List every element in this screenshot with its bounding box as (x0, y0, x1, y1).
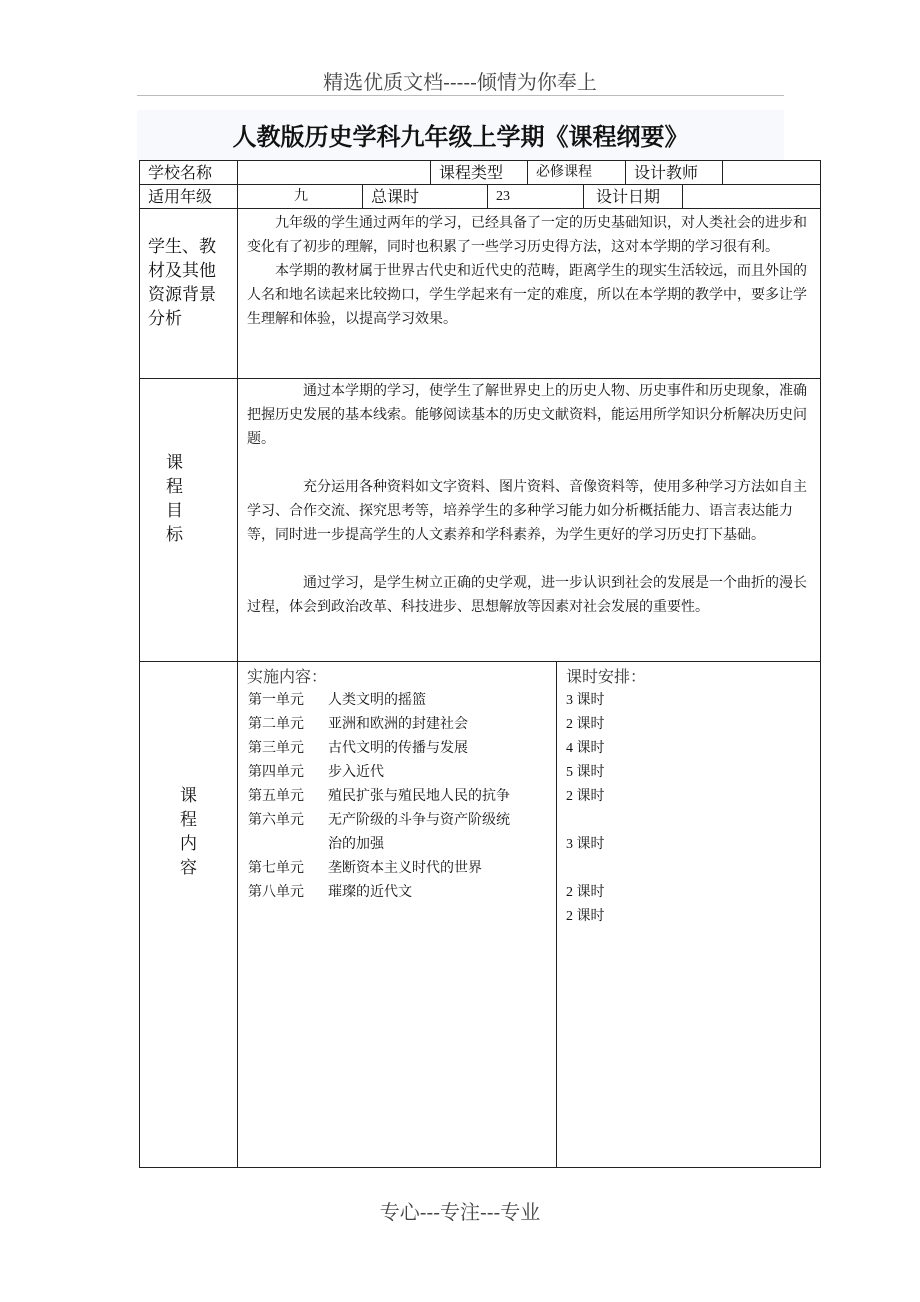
content-label (139, 661, 238, 1168)
hours-item: 3 课时 (566, 837, 605, 852)
design-date-label: 设计日期 (583, 184, 683, 209)
goals-paragraph: 通过学习，是学生树立正确的史学观，进一步认识到社会的发展是一个曲折的漫长过程，体会到政治改革、科技进步、思想解放等因素对社会发展的重要性。 (247, 575, 807, 615)
goals-paragraph: 通过本学期的学习，使学生了解世界史上的历史人物、历史事件和历史现象，准确把握历史发展的基本线索。能够阅读基本的历史文献资料，能运用所学知识分析解决历史问题。 (247, 383, 807, 447)
document-title: 人教版历史学科九年级上学期《课程纲要》 (232, 123, 689, 151)
school-label: 学校名称 (139, 160, 238, 185)
goals-label-text: 课程目标 (166, 453, 183, 545)
total-hours-label: 总课时 (362, 184, 488, 209)
unit-title: 亚洲和欧洲的封建社会 (328, 716, 468, 732)
page-header: 精选优质文档-----倾情为你奉上 (323, 70, 597, 94)
unit-item (248, 857, 482, 877)
implementation-cell (237, 661, 557, 1168)
hours-item: 2 课时 (566, 909, 605, 924)
hours-item: 4 课时 (566, 741, 605, 756)
goals-label (139, 378, 238, 662)
unit-title-continued: 治的加强 (328, 836, 384, 852)
school-value (237, 160, 431, 185)
implementation-heading: 实施内容： (247, 667, 328, 686)
unit-number: 第二单元 (248, 716, 304, 732)
course-type-label: 课程类型 (430, 160, 528, 185)
hours-item: 2 课时 (566, 789, 605, 804)
unit-title: 垄断资本主义时代的世界 (328, 860, 482, 876)
unit-item (248, 809, 510, 829)
unit-item (248, 785, 510, 805)
unit-title: 古代文明的传播与发展 (328, 740, 468, 756)
unit-item (248, 737, 468, 757)
background-cell (237, 208, 821, 379)
hours-item: 2 课时 (566, 885, 605, 900)
unit-number: 第一单元 (248, 692, 304, 708)
page-footer: 专心---专注---专业 (379, 1200, 541, 1224)
grade-label: 适用年级 (139, 184, 238, 209)
unit-item (248, 713, 468, 733)
background-paragraph: 本学期的教材属于世界古代史和近代史的范畴，距离学生的现实生活较远，而且外国的人名和地名读起来比较拗口，学生学起来有一定的难度，所以在本学期的教学中，要多让学生理解和体验，以提高学习效果。 (247, 263, 807, 327)
unit-item (248, 881, 412, 901)
teacher-label: 设计教师 (625, 160, 723, 185)
unit-number: 第七单元 (248, 860, 304, 876)
content-label-text: 课程内容 (180, 786, 197, 878)
unit-number: 第五单元 (248, 788, 304, 804)
unit-number: 第六单元 (248, 812, 304, 828)
unit-title: 璀璨的近代文 (328, 884, 412, 900)
course-type-value: 必修课程 (527, 160, 626, 185)
hours-heading: 课时安排： (566, 667, 647, 686)
hours-item: 3 课时 (566, 693, 605, 708)
hours-item: 5 课时 (566, 765, 605, 780)
unit-item (248, 761, 384, 781)
unit-title: 无产阶级的斗争与资产阶级统 (328, 812, 510, 828)
unit-title: 人类文明的摇篮 (328, 692, 426, 708)
hours-item: 2 课时 (566, 717, 605, 732)
unit-number: 第三单元 (248, 740, 304, 756)
unit-number: 第四单元 (248, 764, 304, 780)
unit-title: 步入近代 (328, 764, 384, 780)
design-date-value (682, 184, 821, 209)
goals-cell (237, 378, 821, 662)
hours-cell (556, 661, 821, 1168)
background-paragraph: 九年级的学生通过两年的学习，已经具备了一定的历史基础知识，对人类社会的进步和变化有了初步的理解，同时也积累了一些学习历史得方法，这对本学期的学习很有利。 (247, 215, 807, 255)
total-hours-value: 23 (487, 184, 584, 209)
unit-title: 殖民扩张与殖民地人民的抗争 (328, 788, 510, 804)
teacher-value (722, 160, 821, 185)
unit-item (248, 689, 426, 709)
header-rule (137, 95, 784, 96)
grade-value: 九 (237, 184, 363, 209)
unit-number: 第八单元 (248, 884, 304, 900)
background-label: 学生、教材及其他资源背景分析 (139, 208, 238, 379)
goals-paragraph: 充分运用各种资料如文字资料、图片资料、音像资料等，使用多种学习方法如自主学习、合作交流、探究思考等，培养学生的多种学习能力如分析概括能力、语言表达能力等，同时进一步提高学生的人文素养和学科素养，为学生更好的学习历史打下基础。 (247, 479, 807, 543)
